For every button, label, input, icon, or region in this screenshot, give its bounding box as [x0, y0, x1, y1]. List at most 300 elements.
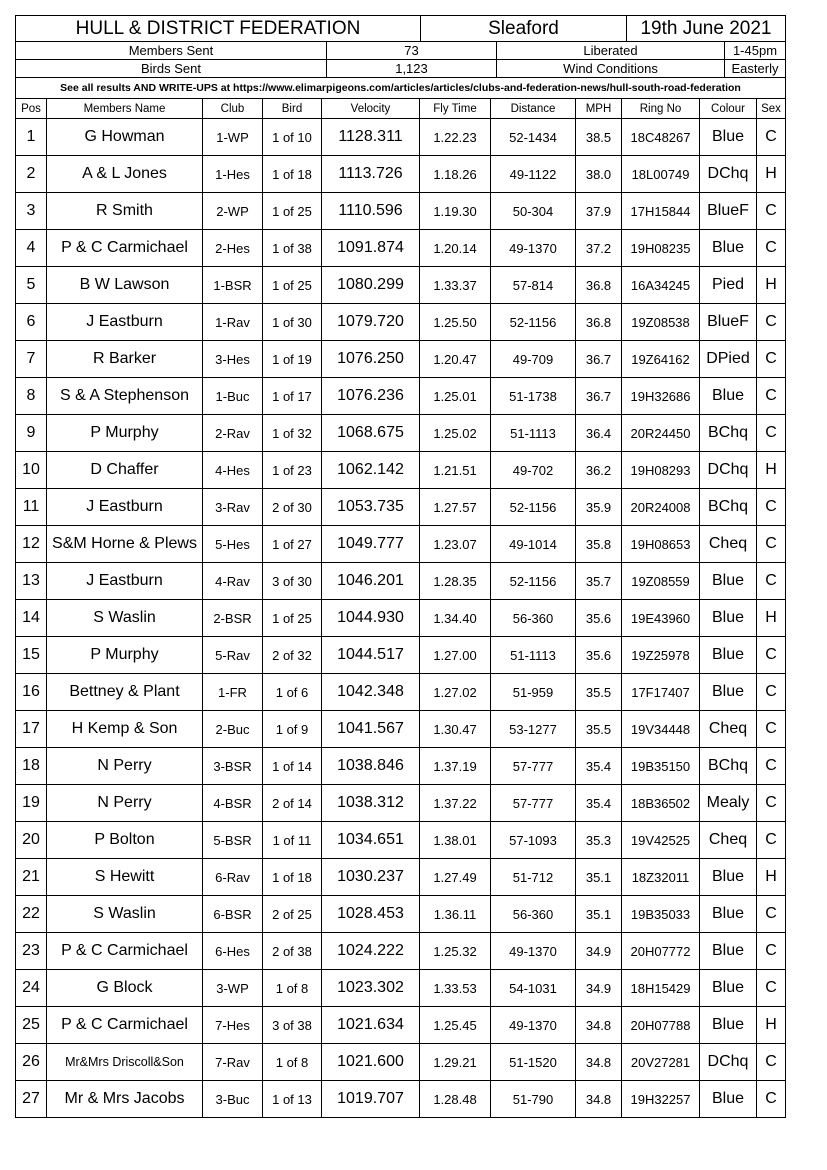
- cell-member-name: P & C Carmichael: [47, 230, 203, 267]
- table-row: [16, 1007, 786, 1044]
- liberated-label: Liberated: [497, 42, 725, 60]
- cell-fly-time: 1.37.19: [420, 748, 491, 785]
- cell-fly-time: 1.19.30: [420, 193, 491, 230]
- cell-sex: C: [757, 489, 786, 526]
- cell-member-name: A & L Jones: [47, 156, 203, 193]
- cell-club: 2-Hes: [203, 230, 263, 267]
- cell-fly-time: 1.23.07: [420, 526, 491, 563]
- cell-colour: BChq: [700, 489, 757, 526]
- col-bird: Bird: [263, 99, 322, 119]
- cell-club: 1-Rav: [203, 304, 263, 341]
- cell-member-name: R Barker: [47, 341, 203, 378]
- table-row: [16, 415, 786, 452]
- cell-mph: 35.3: [576, 822, 622, 859]
- cell-pos: 7: [16, 341, 47, 378]
- cell-ring-no: 17H15844: [622, 193, 700, 230]
- cell-club: 2-BSR: [203, 600, 263, 637]
- cell-colour: Pied: [700, 267, 757, 304]
- cell-colour: Blue: [700, 1081, 757, 1118]
- cell-club: 6-Rav: [203, 859, 263, 896]
- cell-member-name: G Howman: [47, 119, 203, 156]
- race-point: Sleaford: [421, 16, 627, 42]
- cell-sex: C: [757, 711, 786, 748]
- cell-pos: 26: [16, 1044, 47, 1081]
- cell-ring-no: 18C48267: [622, 119, 700, 156]
- cell-club: 1-Buc: [203, 378, 263, 415]
- col-members-name: Members Name: [47, 99, 203, 119]
- col-colour: Colour: [700, 99, 757, 119]
- header-table: [15, 15, 786, 42]
- cell-member-name: P Murphy: [47, 415, 203, 452]
- cell-colour: DPied: [700, 341, 757, 378]
- cell-velocity: 1044.517: [322, 637, 420, 674]
- cell-colour: Blue: [700, 600, 757, 637]
- cell-velocity: 1076.236: [322, 378, 420, 415]
- results-link-note: See all results AND WRITE-UPS at https://www.elimarpigeons.com/articles/articles/clubs-and-federation-news/hull-south-road-federation: [16, 78, 786, 99]
- cell-velocity: 1128.311: [322, 119, 420, 156]
- cell-velocity: 1021.634: [322, 1007, 420, 1044]
- cell-mph: 36.4: [576, 415, 622, 452]
- cell-member-name: P & C Carmichael: [47, 933, 203, 970]
- cell-bird: 1 of 25: [263, 193, 322, 230]
- cell-pos: 2: [16, 156, 47, 193]
- table-row: [16, 822, 786, 859]
- cell-fly-time: 1.36.11: [420, 896, 491, 933]
- cell-velocity: 1023.302: [322, 970, 420, 1007]
- cell-sex: H: [757, 267, 786, 304]
- cell-bird: 2 of 38: [263, 933, 322, 970]
- cell-velocity: 1041.567: [322, 711, 420, 748]
- cell-club: 4-Rav: [203, 563, 263, 600]
- birds-sent-value: 1,123: [327, 60, 497, 78]
- cell-pos: 24: [16, 970, 47, 1007]
- col-pos: Pos: [16, 99, 47, 119]
- cell-club: 1-WP: [203, 119, 263, 156]
- cell-pos: 17: [16, 711, 47, 748]
- cell-distance: 51-959: [491, 674, 576, 711]
- table-row: [16, 230, 786, 267]
- cell-bird: 1 of 27: [263, 526, 322, 563]
- cell-sex: C: [757, 341, 786, 378]
- cell-velocity: 1034.651: [322, 822, 420, 859]
- cell-mph: 35.9: [576, 489, 622, 526]
- cell-sex: C: [757, 970, 786, 1007]
- cell-velocity: 1076.250: [322, 341, 420, 378]
- cell-bird: 1 of 6: [263, 674, 322, 711]
- cell-sex: C: [757, 748, 786, 785]
- cell-member-name: J Eastburn: [47, 563, 203, 600]
- cell-distance: 54-1031: [491, 970, 576, 1007]
- race-date: 19th June 2021: [627, 16, 786, 42]
- cell-member-name: Mr & Mrs Jacobs: [47, 1081, 203, 1118]
- cell-mph: 36.7: [576, 378, 622, 415]
- cell-ring-no: 20H07772: [622, 933, 700, 970]
- table-row: [16, 526, 786, 563]
- cell-sex: H: [757, 452, 786, 489]
- cell-colour: Blue: [700, 970, 757, 1007]
- cell-bird: 2 of 25: [263, 896, 322, 933]
- cell-club: 3-Rav: [203, 489, 263, 526]
- cell-velocity: 1049.777: [322, 526, 420, 563]
- cell-pos: 4: [16, 230, 47, 267]
- cell-sex: C: [757, 637, 786, 674]
- cell-velocity: 1068.675: [322, 415, 420, 452]
- cell-club: 6-Hes: [203, 933, 263, 970]
- cell-sex: C: [757, 563, 786, 600]
- cell-distance: 52-1156: [491, 489, 576, 526]
- cell-bird: 1 of 19: [263, 341, 322, 378]
- cell-distance: 51-1738: [491, 378, 576, 415]
- cell-fly-time: 1.27.49: [420, 859, 491, 896]
- cell-colour: Cheq: [700, 822, 757, 859]
- cell-member-name: S&M Horne & Plews: [47, 526, 203, 563]
- col-club: Club: [203, 99, 263, 119]
- cell-fly-time: 1.27.57: [420, 489, 491, 526]
- col-sex: Sex: [757, 99, 786, 119]
- cell-ring-no: 20R24450: [622, 415, 700, 452]
- cell-pos: 25: [16, 1007, 47, 1044]
- cell-distance: 52-1156: [491, 563, 576, 600]
- table-row: [16, 970, 786, 1007]
- cell-fly-time: 1.28.35: [420, 563, 491, 600]
- summary-table: [15, 42, 786, 99]
- cell-pos: 6: [16, 304, 47, 341]
- cell-pos: 10: [16, 452, 47, 489]
- cell-member-name: Mr&Mrs Driscoll&Son: [47, 1044, 203, 1081]
- cell-fly-time: 1.25.02: [420, 415, 491, 452]
- table-row: [16, 193, 786, 230]
- cell-ring-no: 19E43960: [622, 600, 700, 637]
- cell-club: 2-Buc: [203, 711, 263, 748]
- table-row: [16, 156, 786, 193]
- results-table: [15, 99, 786, 1118]
- cell-pos: 22: [16, 896, 47, 933]
- table-row: [16, 119, 786, 156]
- cell-fly-time: 1.34.40: [420, 600, 491, 637]
- cell-member-name: S Waslin: [47, 896, 203, 933]
- cell-club: 1-BSR: [203, 267, 263, 304]
- cell-distance: 50-304: [491, 193, 576, 230]
- cell-mph: 35.8: [576, 526, 622, 563]
- cell-sex: C: [757, 896, 786, 933]
- cell-pos: 1: [16, 119, 47, 156]
- cell-colour: DChq: [700, 156, 757, 193]
- cell-distance: 49-702: [491, 452, 576, 489]
- cell-colour: Cheq: [700, 711, 757, 748]
- cell-sex: C: [757, 230, 786, 267]
- cell-bird: 3 of 38: [263, 1007, 322, 1044]
- cell-fly-time: 1.20.14: [420, 230, 491, 267]
- cell-sex: C: [757, 378, 786, 415]
- cell-pos: 9: [16, 415, 47, 452]
- cell-ring-no: 18H15429: [622, 970, 700, 1007]
- table-row: [16, 711, 786, 748]
- column-header-row: [16, 99, 786, 119]
- cell-velocity: 1053.735: [322, 489, 420, 526]
- cell-club: 6-BSR: [203, 896, 263, 933]
- cell-velocity: 1042.348: [322, 674, 420, 711]
- cell-member-name: R Smith: [47, 193, 203, 230]
- cell-bird: 1 of 32: [263, 415, 322, 452]
- cell-club: 4-BSR: [203, 785, 263, 822]
- cell-distance: 51-790: [491, 1081, 576, 1118]
- cell-distance: 52-1156: [491, 304, 576, 341]
- cell-club: 7-Rav: [203, 1044, 263, 1081]
- cell-fly-time: 1.28.48: [420, 1081, 491, 1118]
- cell-mph: 35.5: [576, 711, 622, 748]
- cell-sex: C: [757, 933, 786, 970]
- cell-ring-no: 19H32686: [622, 378, 700, 415]
- cell-mph: 35.1: [576, 896, 622, 933]
- cell-bird: 1 of 14: [263, 748, 322, 785]
- cell-colour: Blue: [700, 119, 757, 156]
- table-row: [16, 600, 786, 637]
- cell-pos: 5: [16, 267, 47, 304]
- cell-bird: 1 of 38: [263, 230, 322, 267]
- cell-fly-time: 1.27.00: [420, 637, 491, 674]
- cell-pos: 20: [16, 822, 47, 859]
- cell-velocity: 1079.720: [322, 304, 420, 341]
- cell-colour: Blue: [700, 674, 757, 711]
- cell-bird: 1 of 18: [263, 859, 322, 896]
- cell-bird: 1 of 18: [263, 156, 322, 193]
- cell-bird: 2 of 14: [263, 785, 322, 822]
- cell-ring-no: 20R24008: [622, 489, 700, 526]
- cell-colour: Blue: [700, 1007, 757, 1044]
- cell-ring-no: 19V42525: [622, 822, 700, 859]
- cell-colour: Blue: [700, 378, 757, 415]
- cell-mph: 36.2: [576, 452, 622, 489]
- table-row: [16, 785, 786, 822]
- cell-mph: 35.7: [576, 563, 622, 600]
- col-fly-time: Fly Time: [420, 99, 491, 119]
- cell-pos: 3: [16, 193, 47, 230]
- federation-title: HULL & DISTRICT FEDERATION: [16, 16, 421, 42]
- cell-distance: 49-1122: [491, 156, 576, 193]
- cell-distance: 57-814: [491, 267, 576, 304]
- members-sent-label: Members Sent: [16, 42, 327, 60]
- cell-fly-time: 1.20.47: [420, 341, 491, 378]
- cell-pos: 15: [16, 637, 47, 674]
- cell-velocity: 1110.596: [322, 193, 420, 230]
- cell-member-name: H Kemp & Son: [47, 711, 203, 748]
- cell-distance: 57-777: [491, 785, 576, 822]
- cell-colour: DChq: [700, 452, 757, 489]
- results-body: [16, 119, 786, 1118]
- cell-ring-no: 19H32257: [622, 1081, 700, 1118]
- cell-pos: 18: [16, 748, 47, 785]
- cell-fly-time: 1.30.47: [420, 711, 491, 748]
- cell-ring-no: 16A34245: [622, 267, 700, 304]
- cell-club: 4-Hes: [203, 452, 263, 489]
- cell-member-name: N Perry: [47, 748, 203, 785]
- col-distance: Distance: [491, 99, 576, 119]
- cell-member-name: B W Lawson: [47, 267, 203, 304]
- cell-bird: 1 of 11: [263, 822, 322, 859]
- cell-mph: 36.8: [576, 304, 622, 341]
- cell-ring-no: 19H08235: [622, 230, 700, 267]
- cell-bird: 1 of 25: [263, 267, 322, 304]
- cell-club: 2-WP: [203, 193, 263, 230]
- cell-sex: C: [757, 822, 786, 859]
- table-row: [16, 489, 786, 526]
- wind-value: Easterly: [725, 60, 786, 78]
- cell-fly-time: 1.37.22: [420, 785, 491, 822]
- table-row: [16, 637, 786, 674]
- cell-ring-no: 19Z08538: [622, 304, 700, 341]
- cell-mph: 35.5: [576, 674, 622, 711]
- cell-velocity: 1030.237: [322, 859, 420, 896]
- table-row: [16, 896, 786, 933]
- cell-distance: 56-360: [491, 896, 576, 933]
- cell-mph: 36.8: [576, 267, 622, 304]
- cell-member-name: S & A Stephenson: [47, 378, 203, 415]
- cell-club: 5-Hes: [203, 526, 263, 563]
- cell-ring-no: 19Z08559: [622, 563, 700, 600]
- members-sent-value: 73: [327, 42, 497, 60]
- cell-distance: 49-1370: [491, 1007, 576, 1044]
- table-row: [16, 267, 786, 304]
- cell-club: 5-BSR: [203, 822, 263, 859]
- cell-sex: C: [757, 526, 786, 563]
- cell-sex: C: [757, 785, 786, 822]
- cell-velocity: 1021.600: [322, 1044, 420, 1081]
- cell-club: 2-Rav: [203, 415, 263, 452]
- cell-bird: 2 of 30: [263, 489, 322, 526]
- cell-velocity: 1080.299: [322, 267, 420, 304]
- cell-distance: 51-1520: [491, 1044, 576, 1081]
- cell-distance: 57-1093: [491, 822, 576, 859]
- cell-colour: Blue: [700, 637, 757, 674]
- cell-ring-no: 18B36502: [622, 785, 700, 822]
- cell-colour: Blue: [700, 230, 757, 267]
- cell-ring-no: 19B35033: [622, 896, 700, 933]
- cell-fly-time: 1.33.37: [420, 267, 491, 304]
- cell-distance: 51-712: [491, 859, 576, 896]
- cell-distance: 51-1113: [491, 415, 576, 452]
- cell-club: 7-Hes: [203, 1007, 263, 1044]
- cell-colour: Blue: [700, 859, 757, 896]
- cell-sex: C: [757, 674, 786, 711]
- cell-fly-time: 1.25.50: [420, 304, 491, 341]
- cell-mph: 35.6: [576, 637, 622, 674]
- cell-distance: 49-1014: [491, 526, 576, 563]
- cell-ring-no: 19Z25978: [622, 637, 700, 674]
- cell-mph: 35.4: [576, 785, 622, 822]
- cell-colour: Blue: [700, 896, 757, 933]
- cell-ring-no: 17F17407: [622, 674, 700, 711]
- cell-club: 3-BSR: [203, 748, 263, 785]
- cell-colour: DChq: [700, 1044, 757, 1081]
- cell-member-name: J Eastburn: [47, 304, 203, 341]
- cell-pos: 19: [16, 785, 47, 822]
- cell-ring-no: 18Z32011: [622, 859, 700, 896]
- cell-pos: 13: [16, 563, 47, 600]
- cell-bird: 1 of 8: [263, 1044, 322, 1081]
- cell-velocity: 1044.930: [322, 600, 420, 637]
- cell-pos: 12: [16, 526, 47, 563]
- cell-ring-no: 20H07788: [622, 1007, 700, 1044]
- cell-club: 1-Hes: [203, 156, 263, 193]
- cell-club: 3-WP: [203, 970, 263, 1007]
- cell-bird: 3 of 30: [263, 563, 322, 600]
- table-row: [16, 674, 786, 711]
- table-row: [16, 748, 786, 785]
- cell-fly-time: 1.25.01: [420, 378, 491, 415]
- cell-mph: 36.7: [576, 341, 622, 378]
- cell-distance: 51-1113: [491, 637, 576, 674]
- cell-pos: 11: [16, 489, 47, 526]
- cell-member-name: G Block: [47, 970, 203, 1007]
- cell-sex: C: [757, 1044, 786, 1081]
- cell-member-name: D Chaffer: [47, 452, 203, 489]
- birds-sent-label: Birds Sent: [16, 60, 327, 78]
- cell-bird: 2 of 32: [263, 637, 322, 674]
- cell-velocity: 1038.846: [322, 748, 420, 785]
- cell-sex: C: [757, 193, 786, 230]
- cell-velocity: 1019.707: [322, 1081, 420, 1118]
- cell-bird: 1 of 10: [263, 119, 322, 156]
- cell-fly-time: 1.25.45: [420, 1007, 491, 1044]
- cell-colour: Mealy: [700, 785, 757, 822]
- cell-velocity: 1024.222: [322, 933, 420, 970]
- cell-mph: 34.8: [576, 1007, 622, 1044]
- cell-fly-time: 1.22.23: [420, 119, 491, 156]
- cell-mph: 37.9: [576, 193, 622, 230]
- cell-fly-time: 1.25.32: [420, 933, 491, 970]
- cell-distance: 52-1434: [491, 119, 576, 156]
- cell-member-name: J Eastburn: [47, 489, 203, 526]
- cell-club: 1-FR: [203, 674, 263, 711]
- cell-colour: Blue: [700, 563, 757, 600]
- cell-member-name: S Hewitt: [47, 859, 203, 896]
- cell-club: 3-Hes: [203, 341, 263, 378]
- table-row: [16, 378, 786, 415]
- cell-mph: 34.9: [576, 933, 622, 970]
- cell-distance: 56-360: [491, 600, 576, 637]
- cell-velocity: 1028.453: [322, 896, 420, 933]
- cell-sex: H: [757, 156, 786, 193]
- cell-colour: BlueF: [700, 304, 757, 341]
- cell-bird: 1 of 8: [263, 970, 322, 1007]
- table-row: [16, 563, 786, 600]
- table-row: [16, 933, 786, 970]
- cell-member-name: P Murphy: [47, 637, 203, 674]
- cell-fly-time: 1.21.51: [420, 452, 491, 489]
- table-row: [16, 1044, 786, 1081]
- cell-pos: 21: [16, 859, 47, 896]
- cell-colour: BChq: [700, 748, 757, 785]
- cell-ring-no: 20V27281: [622, 1044, 700, 1081]
- cell-sex: H: [757, 1007, 786, 1044]
- col-ring-no: Ring No: [622, 99, 700, 119]
- cell-ring-no: 19B35150: [622, 748, 700, 785]
- table-row: [16, 1081, 786, 1118]
- cell-member-name: P & C Carmichael: [47, 1007, 203, 1044]
- cell-sex: H: [757, 859, 786, 896]
- liberated-time: 1-45pm: [725, 42, 786, 60]
- cell-mph: 38.5: [576, 119, 622, 156]
- cell-pos: 27: [16, 1081, 47, 1118]
- cell-ring-no: 19V34448: [622, 711, 700, 748]
- cell-fly-time: 1.38.01: [420, 822, 491, 859]
- table-row: [16, 304, 786, 341]
- cell-mph: 34.9: [576, 970, 622, 1007]
- wind-label: Wind Conditions: [497, 60, 725, 78]
- cell-bird: 1 of 25: [263, 600, 322, 637]
- cell-ring-no: 19H08293: [622, 452, 700, 489]
- col-velocity: Velocity: [322, 99, 420, 119]
